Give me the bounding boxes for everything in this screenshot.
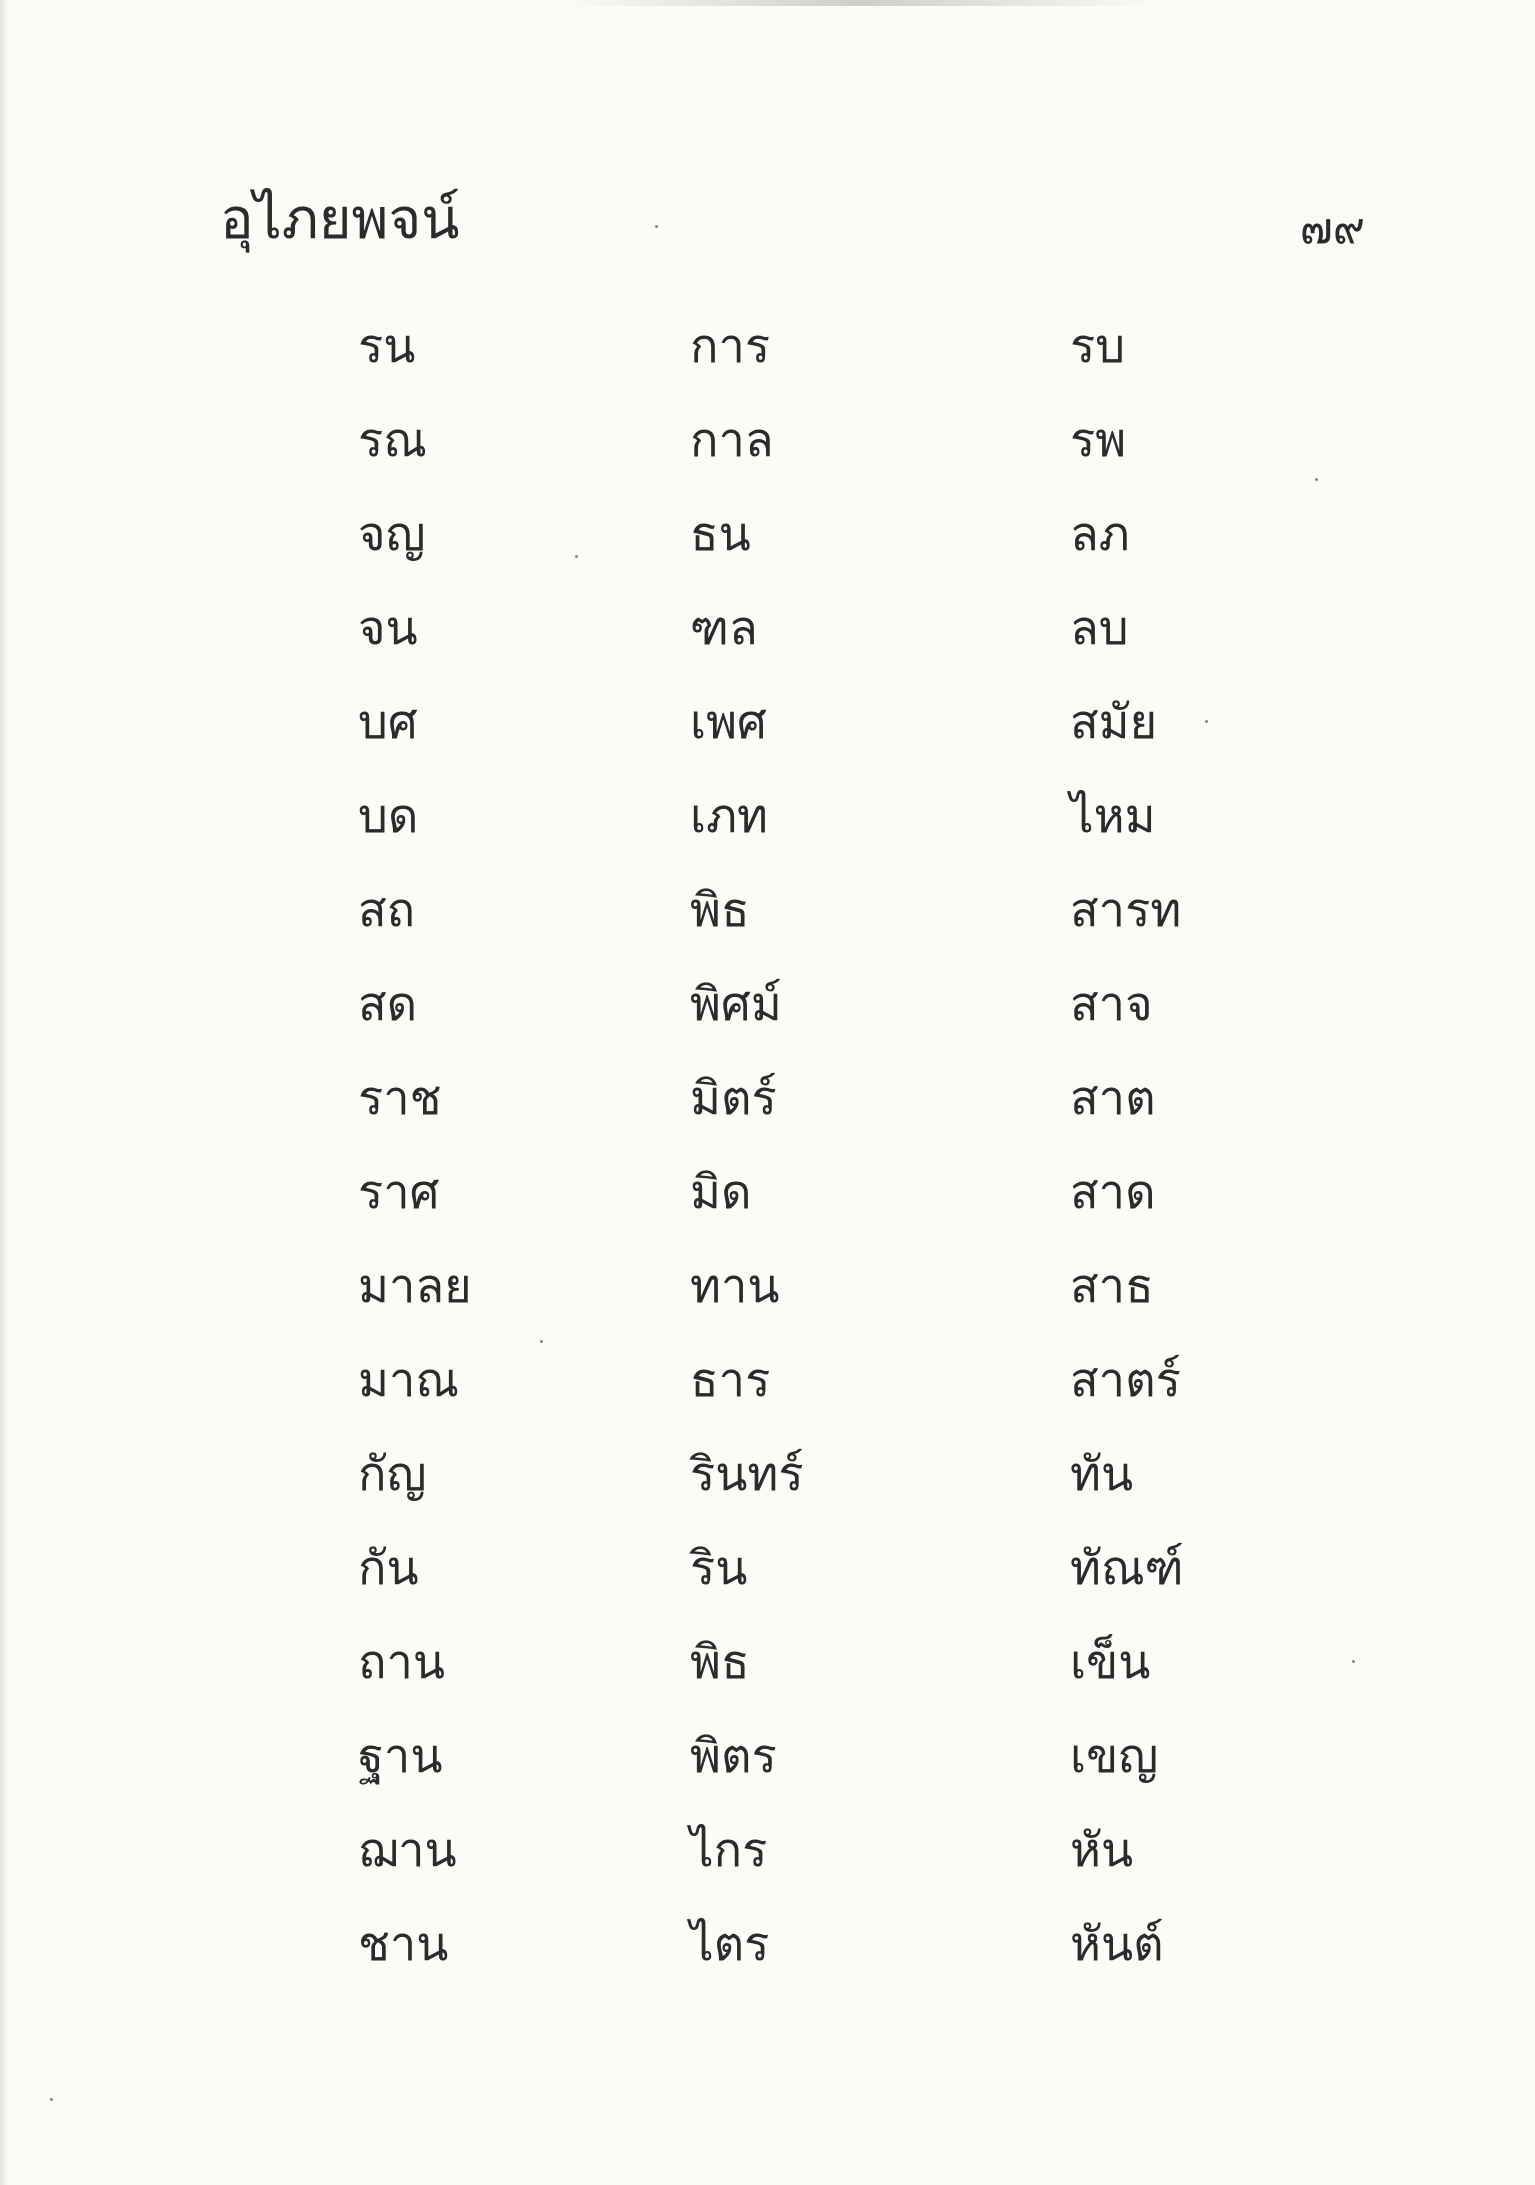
word-cell: หัน xyxy=(1070,1823,1134,1878)
word-cell: สาจ xyxy=(1070,977,1153,1032)
word-cell: ฌาน xyxy=(358,1823,457,1878)
word-cell: ธาร xyxy=(690,1353,771,1408)
word-cell: ทาน xyxy=(690,1259,780,1314)
scan-speck xyxy=(1352,1660,1355,1663)
running-title: อุไภยพจน์ xyxy=(220,187,460,252)
word-cell: รบ xyxy=(1070,319,1126,374)
word-cell: บศ xyxy=(358,695,418,750)
word-cell: สาธ xyxy=(1070,1259,1154,1314)
word-cell: ทัณฑ์ xyxy=(1070,1541,1184,1596)
word-cell: ฐาน xyxy=(358,1729,443,1784)
scan-speck xyxy=(1315,478,1318,481)
word-cell: ราศ xyxy=(358,1165,440,1220)
word-cell: ราช xyxy=(358,1071,442,1126)
word-cell: มิด xyxy=(690,1165,752,1220)
word-cell: สารท xyxy=(1070,883,1182,938)
word-cell: เพศ xyxy=(690,695,767,750)
word-cell: ชาน xyxy=(358,1917,449,1972)
word-cell: สถ xyxy=(358,883,416,938)
word-cell: ฑล xyxy=(690,601,758,656)
word-cell: การ xyxy=(690,319,771,374)
word-cell: สมัย xyxy=(1070,695,1158,750)
word-cell: เข็น xyxy=(1070,1635,1151,1690)
word-cell: รพ xyxy=(1070,413,1127,468)
word-cell: ลบ xyxy=(1070,601,1129,656)
word-cell: หันต์ xyxy=(1070,1917,1164,1972)
word-cell: ทัน xyxy=(1070,1447,1134,1502)
page-number: ๗๙ xyxy=(1299,203,1365,254)
word-cell: สาด xyxy=(1070,1165,1156,1220)
word-cell: มาลย xyxy=(358,1259,472,1314)
word-cell: รินทร์ xyxy=(690,1447,804,1502)
word-cell: สาต xyxy=(1070,1071,1156,1126)
scan-speck xyxy=(50,2098,53,2101)
word-cell: กาล xyxy=(690,413,774,468)
word-cell: พิศม์ xyxy=(690,977,782,1032)
word-cell: เขญ xyxy=(1070,1729,1159,1784)
word-cell: กัน xyxy=(358,1541,419,1596)
word-cell: บด xyxy=(358,789,419,844)
page-header xyxy=(220,180,1365,270)
word-cell: ไตร xyxy=(690,1917,770,1972)
word-cell: พิธ xyxy=(690,1635,750,1690)
word-cell: ธน xyxy=(690,507,751,562)
word-cell: กัญ xyxy=(358,1447,427,1502)
word-cell: จญ xyxy=(358,507,426,562)
scan-shadow xyxy=(560,0,1160,6)
word-list xyxy=(340,300,1240,1992)
word-cell: สาตร์ xyxy=(1070,1353,1181,1408)
word-cell: ไกร xyxy=(690,1823,768,1878)
word-cell: ไหม xyxy=(1070,789,1156,844)
word-cell: มิตร์ xyxy=(690,1071,777,1126)
word-cell: ลภ xyxy=(1070,507,1130,562)
word-cell: เภท xyxy=(690,789,769,844)
word-cell: มาณ xyxy=(358,1353,459,1408)
word-cell: ถาน xyxy=(358,1635,445,1690)
word-cell: รณ xyxy=(358,413,427,468)
page-edge xyxy=(0,0,8,2185)
word-cell: ริน xyxy=(690,1541,748,1596)
word-cell: พิตร xyxy=(690,1729,777,1784)
word-cell: รน xyxy=(358,319,416,374)
word-cell: พิธ xyxy=(690,883,750,938)
word-cell: สด xyxy=(358,977,418,1032)
word-cell: จน xyxy=(358,601,418,656)
